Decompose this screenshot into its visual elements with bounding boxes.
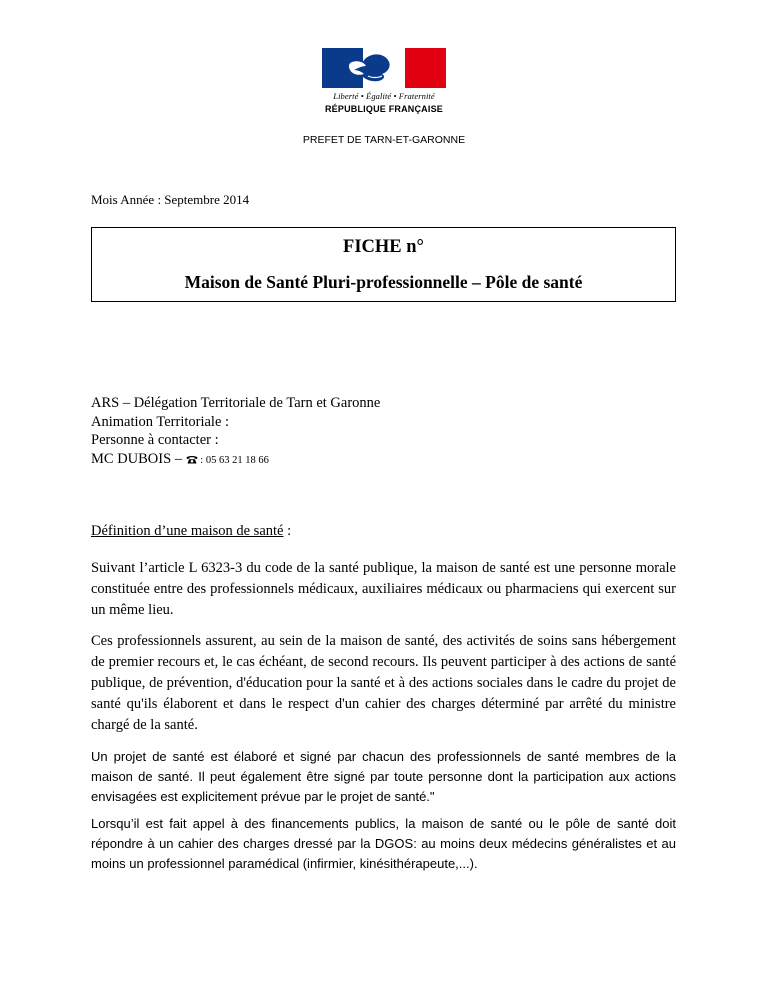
contact-organization: ARS – Délégation Territoriale de Tarn et Garonne <box>91 395 381 411</box>
contact-animation: Animation Territoriale : <box>91 413 230 430</box>
contact-person-label: Personne à contacter : <box>91 432 219 448</box>
republique-francaise-text: RÉPUBLIQUE FRANÇAISE <box>324 104 443 114</box>
fiche-title: FICHE n° <box>343 237 424 257</box>
date-line: Mois Année : Septembre 2014 <box>91 192 250 207</box>
definition-paragraph-2: Ces professionnels assurent, au sein de la maison de santé, des activités de soins sans hébergement de premier recours et, le cas échéant, de second recours. Ils peuvent participer à des actions de santé publique, de prévention, d'éducation pour la santé et à des actions sociales dans le cadre du projet de santé qu'ils élaborent et dans le respect d'un cahier des charges déterminé par arrêté du ministre chargé de la santé. <box>91 633 676 733</box>
contact-phone: : 05 63 21 18 66 <box>197 454 269 466</box>
definition-heading-colon: : <box>283 523 292 539</box>
prefecture-heading: PREFET DE TARN-ET-GARONNE <box>302 134 466 146</box>
definition-paragraph-3: Un projet de santé est élaboré et signé par chacun des professionnels de santé membres de la maison de santé. Il peut également être signé par toute personne dont la participation aux actions envisagées est explicitement prévue par le projet de santé." <box>91 749 676 804</box>
fiche-title-box <box>91 227 676 302</box>
definition-paragraph-1: Suivant l’article L 6323-3 du code de la santé publique, la maison de santé est une personne morale constituée entre des professionnels médicaux, auxiliaires médicaux ou pharmaciens qui exercent sur un même lieu. <box>91 560 676 618</box>
contact-name: MC DUBOIS – <box>91 450 186 467</box>
republique-francaise-logo <box>318 48 450 123</box>
definition-paragraph-4: Lorsqu’il est fait appel à des financements publics, la maison de santé ou le pôle de santé doit répondre à un cahier des charges dressé par la DGOS: au moins deux médecins généralistes et au moins un professionnel paramédical (infirmier, kinésithérapeute,...). <box>91 816 676 871</box>
telephone-icon <box>186 455 198 464</box>
contact-block <box>91 394 380 470</box>
definition-heading-text: Définition d’une maison de santé <box>91 523 284 539</box>
republic-motto: Liberté • Égalité • Fraternité <box>333 91 435 101</box>
fiche-subtitle: Maison de Santé Pluri-professionnelle – Pôle de santé <box>184 272 583 292</box>
marianne-profile-icon <box>322 48 446 88</box>
definition-heading <box>91 523 291 540</box>
contact-person-line <box>91 450 380 471</box>
